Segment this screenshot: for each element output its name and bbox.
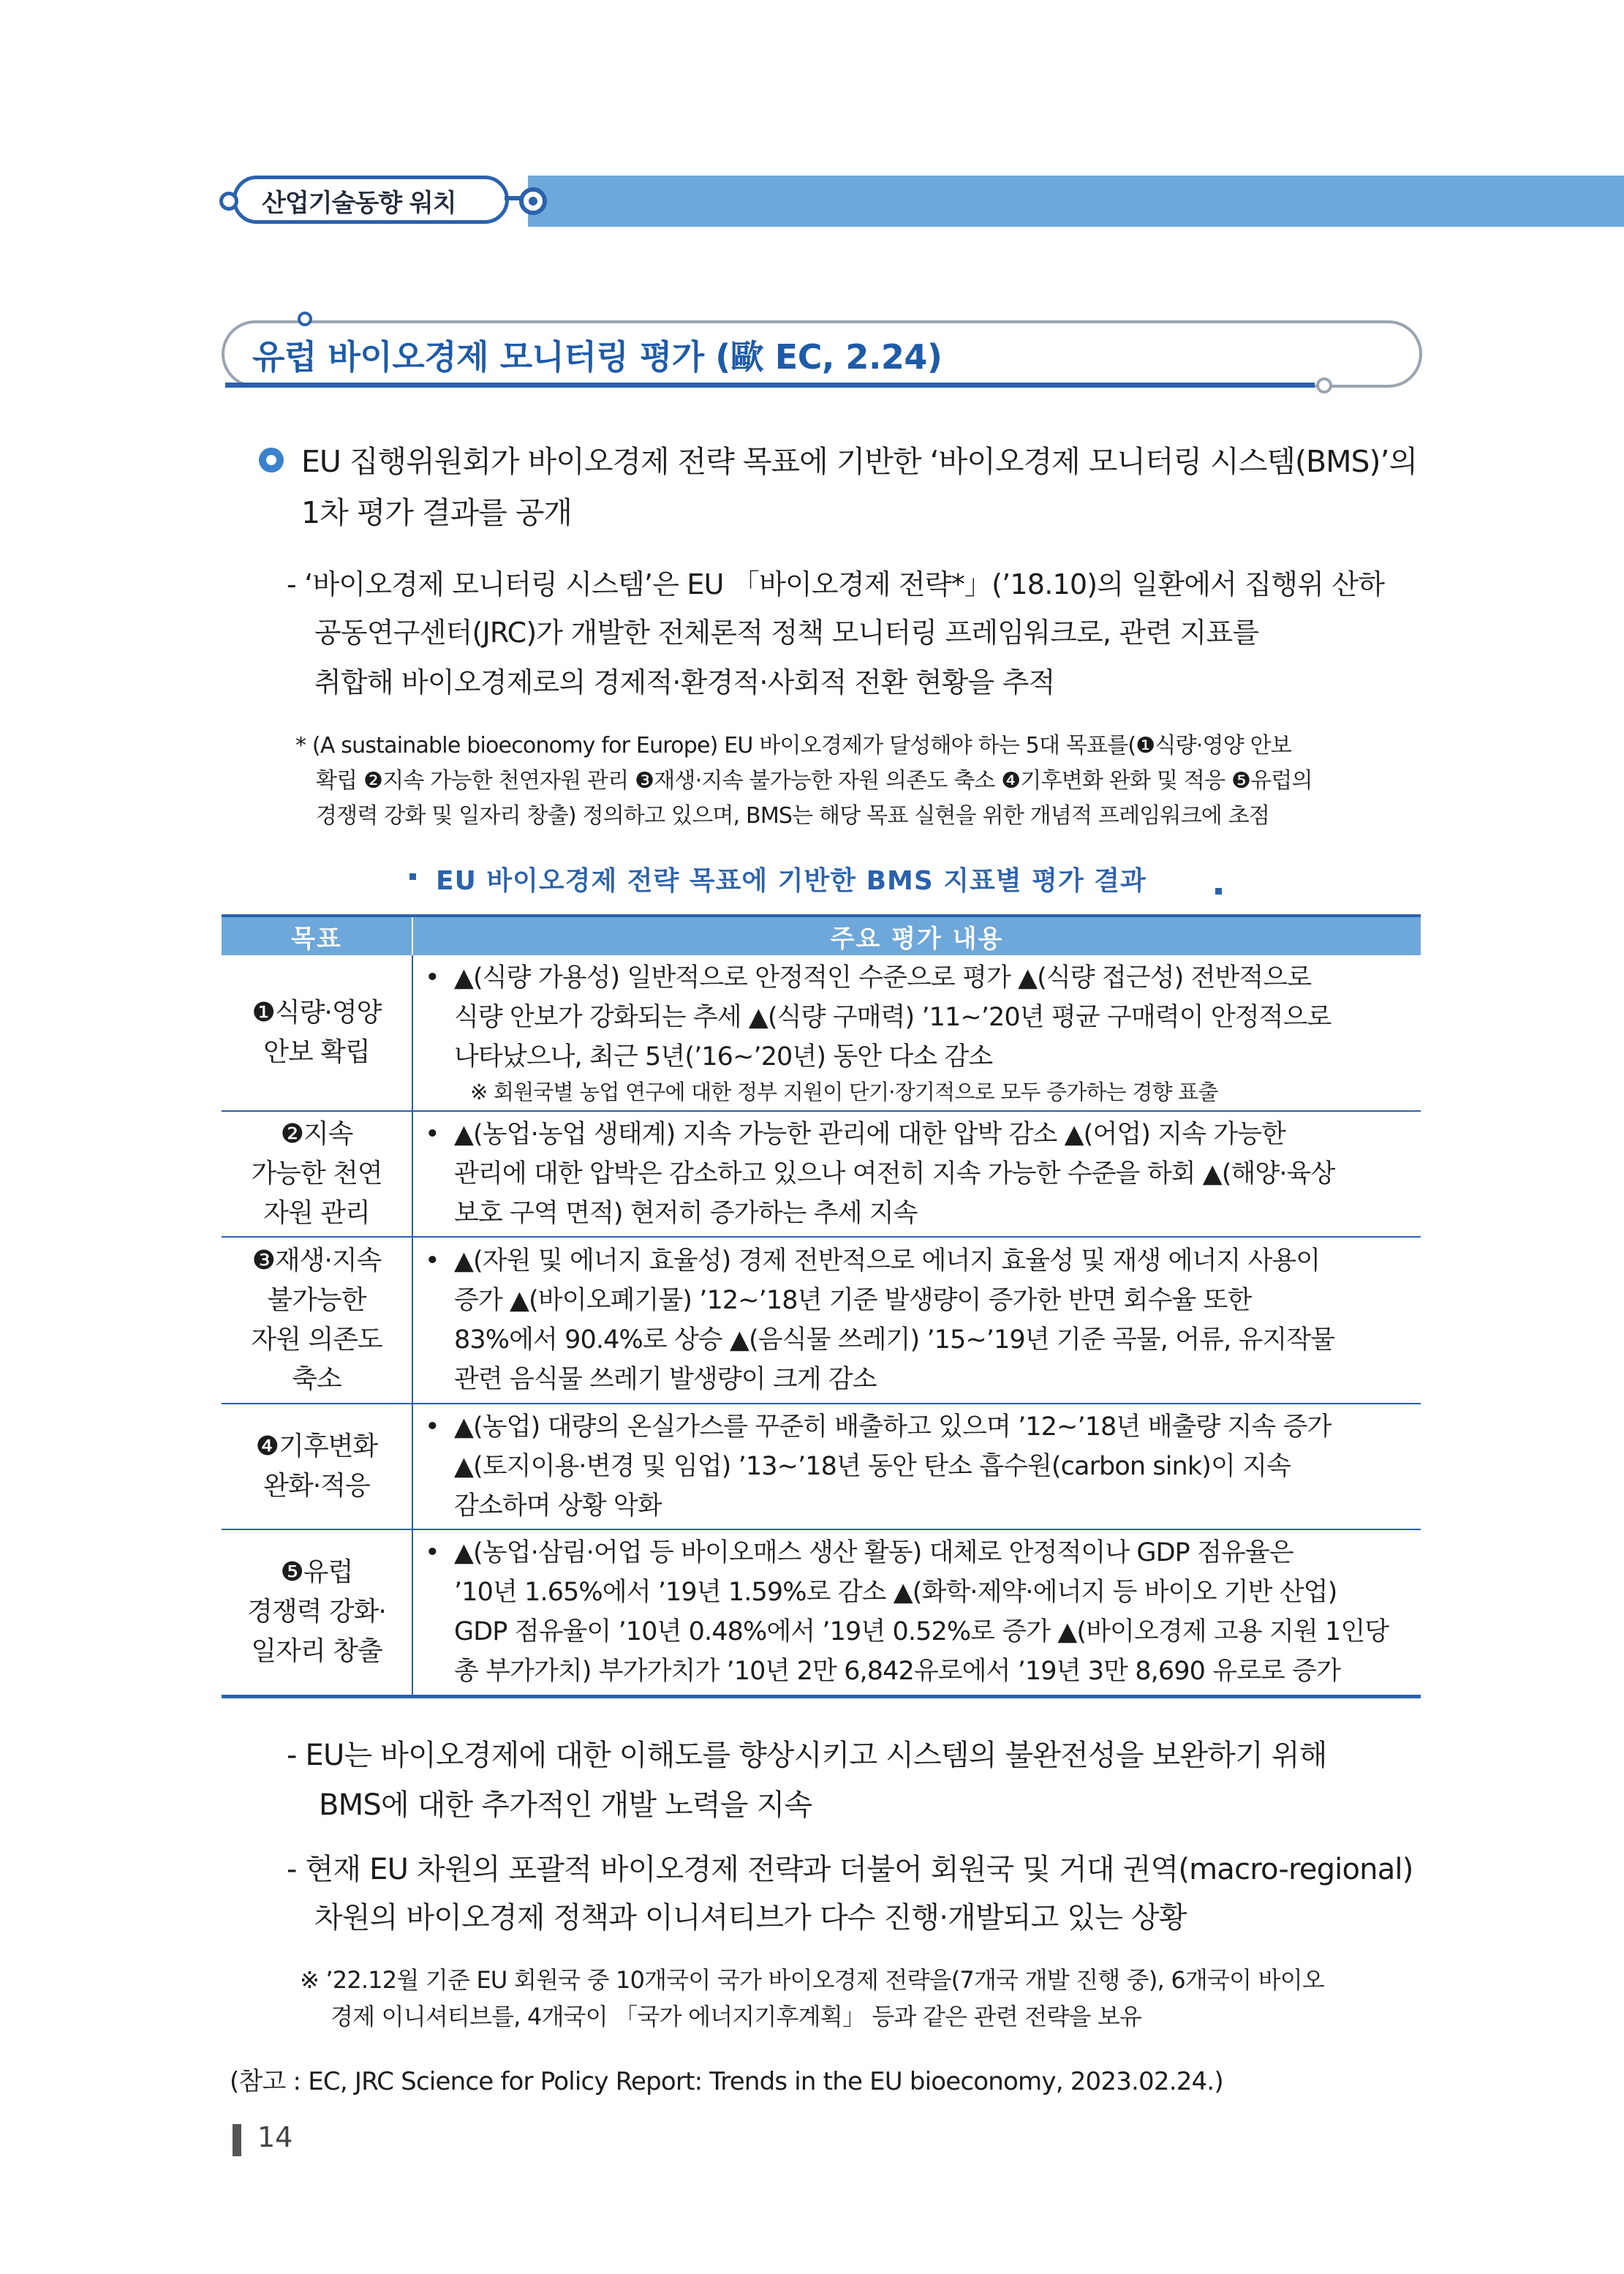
table-row [222,1404,1421,1529]
footnote-line-3: 경쟁력 강화 및 일자리 창출) 정의하고 있으며, BMS는 해당 목표 실현을 위한 개념적 프레임워크에 초점 [316,803,1270,829]
dash1-line-1: - ‘바이오경제 모니터링 시스템’은 EU 「바이오경제 전략*」(’18.10)의 일환에서 집행위 산하 [287,568,1385,600]
goal-cell [222,1404,412,1529]
title-knob-top-icon [298,312,312,326]
table-row [222,1529,1421,1696]
list-bullet-icon: • [425,1246,439,1276]
header-section-label: 산업기술동향 워치 [262,189,456,218]
table-row [222,1237,1421,1404]
goal-label: ❺유럽 경쟁력 강화· 일자리 창출 [247,1557,386,1667]
note2-line-1: ※ ’22.12월 기준 EU 회원국 중 10개국이 국가 바이오경제 전략을(7개국 개발 진행 중), 6개국이 바이오 [300,1966,1324,1994]
goal-label: ❶식량·영양 안보 확립 [252,998,382,1067]
title-knob-right-icon [1316,377,1332,394]
evaluation-table [222,914,1421,1698]
table-row [222,1111,1421,1237]
dash2-line-1: - EU는 바이오경제에 대한 이해도를 향상시키고 시스템의 불완전성을 보완하기 위해 [287,1739,1327,1772]
content-cell [412,1529,1421,1696]
content-cell [412,1404,1421,1529]
footnote-line-1: * (A sustainable bioeconomy for Europe) EU 바이오경제가 달성해야 하는 5대 목표를(❶식량·영양 안보 [295,733,1291,758]
goal-cell [222,1529,412,1696]
content-cell [412,1237,1421,1404]
table-header-goal: 목표 [222,916,412,955]
section-title-underline [225,383,1315,388]
goal-cell [222,955,412,1111]
content-text: ▲(농업·농업 생태계) 지속 가능한 관리에 대한 압박 감소 ▲(어업) 지속 가능한 관리에 대한 압박은 감소하고 있으나 여전히 지속 가능한 수준을 하회 ▲(해양·육상 보호 구역 면적) 현저히 증가하는 추세 지속 [454,1120,1335,1228]
reference-text: (참고 : EC, JRC Science for Policy Report: Trends in the EU bioeconomy, 2023.02.24.) [230,2067,1223,2096]
content-note: ※ 회원국별 농업 연구에 대한 정부 지원이 단기·장기적으로 모두 증가하는 경향 표출 [470,1080,1218,1104]
page-number-bar [233,2124,241,2156]
header-band [528,176,1624,227]
dash3-line-1: - 현재 EU 차원의 포괄적 바이오경제 전략과 더불어 회원국 및 거대 권역(macro-regional) [287,1853,1413,1886]
dash2-line-2: BMS에 대한 추가적인 개발 노력을 지속 [319,1788,812,1822]
caption-mark-right-icon [1215,888,1222,895]
table-header-row [222,916,1421,955]
goal-label: ❹기후변화 완화·적응 [255,1431,378,1501]
list-bullet-icon: • [425,1538,439,1568]
content-text: ▲(농업·삼림·어업 등 바이오매스 생산 활동) 대체로 안정적이나 GDP 점유율은 ’10년 1.65%에서 ’19년 1.59%로 감소 ▲(화학·제약·에너지 등 바이오 기반 산업) GDP 점유율이 ’10년 0.48%에서 ’19년 0.52%로 증가 ▲(바이오경제 고용 지원 1인당 총 부가가치) 부가가치가 ’10년 2만 6,842유로에서 ’19년 3만 8,690 유로로 증가 [454,1538,1389,1687]
lead-line-1: EU 집행위원회가 바이오경제 전략 목표에 기반한 ‘바이오경제 모니터링 시스템(BMS)’의 [301,444,1418,479]
content-text: ▲(자원 및 에너지 효율성) 경제 전반적으로 에너지 효율성 및 재생 에너지 사용이 증가 ▲(바이오폐기물) ’12~’18년 기준 발생량이 증가한 반면 회수율 또한 83%에서 90.4%로 상승 ▲(음식물 쓰레기) ’15~’19년 기준 곡물, 어류, 유지작물 관련 음식물 쓰레기 발생량이 크게 감소 [454,1246,1335,1394]
note2-line-2: 경제 이니셔티브를, 4개국이 「국가 에너지기후계획」 등과 같은 관련 전략을 보유 [331,2003,1142,2030]
list-bullet-icon: • [425,963,439,993]
content-text: ▲(식량 가용성) 일반적으로 안정적인 수준으로 평가 ▲(식량 접근성) 전반적으로 식량 안보가 강화되는 추세 ▲(식량 구매력) ’11~’20년 평균 구매력이 안정적으로 나타났으나, 최근 5년(’16~’20년) 동안 다소 감소 [454,963,1332,1072]
goal-cell [222,1111,412,1237]
content-cell [412,1111,1421,1237]
list-bullet-icon: • [425,1412,439,1442]
page-number: 14 [257,2121,293,2153]
goal-cell [222,1237,412,1404]
goal-label: ❷지속 가능한 천연 자원 관리 [251,1119,382,1228]
dash1-line-2: 공동연구센터(JRC)가 개발한 전체론적 정책 모니터링 프레임워크로, 관련 지표를 [314,617,1259,649]
lead-line-2: 1차 평가 결과를 공개 [301,495,573,530]
goal-label: ❸재생·지속 불가능한 자원 의존도 축소 [251,1246,382,1394]
dash1-line-3: 취합해 바이오경제로의 경제적·환경적·사회적 전환 현황을 추적 [314,666,1055,699]
footnote-line-2: 확립 ❷지속 가능한 천연자원 관리 ❸재생·지속 불가능한 자원 의존도 축소 ❹기후변화 완화 및 적응 ❺유럽의 [316,768,1313,794]
content-cell [412,955,1421,1111]
content-text: ▲(농업) 대량의 온실가스를 꾸준히 배출하고 있으며 ’12~’18년 배출량 지속 증가 ▲(토지이용·변경 및 임업) ’13~’18년 동안 탄소 흡수원(carbon sink)이 지속 감소하며 상황 악화 [454,1412,1332,1521]
table-row [222,955,1421,1111]
dash3-line-2: 차원의 바이오경제 정책과 이니셔티브가 다수 진행·개발되고 있는 상황 [314,1901,1187,1935]
table-header-content: 주요 평가 내용 [412,916,1421,955]
lead-bullet-icon [259,448,284,473]
table-caption: EU 바이오경제 전략 목표에 기반한 BMS 지표별 평가 결과 [436,866,1147,896]
section-title: 유럽 바이오경제 모니터링 평가 (歐 EC, 2.24) [252,337,943,377]
header-circle-right-icon [519,187,547,215]
header-circle-left-icon [219,192,238,211]
list-bullet-icon: • [425,1120,439,1149]
caption-mark-left-icon [409,873,416,880]
